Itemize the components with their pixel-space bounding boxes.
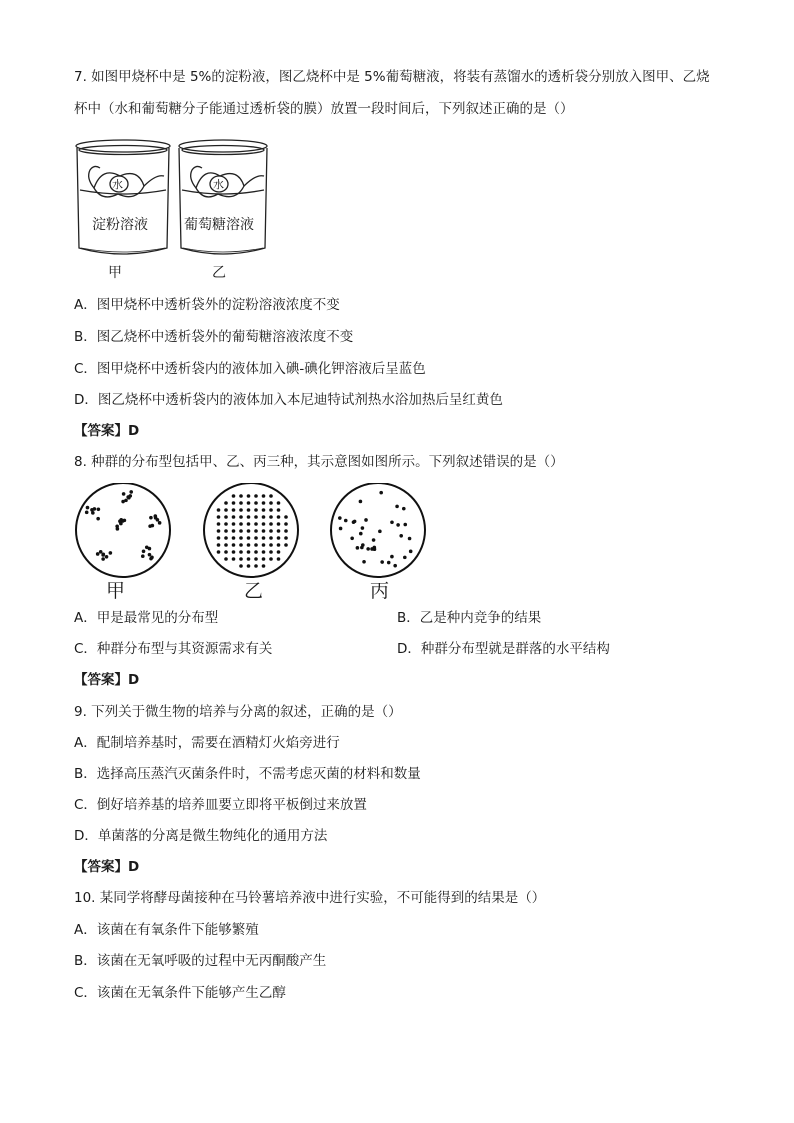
uniform-dot [254, 515, 258, 519]
uniform-dot [269, 522, 273, 526]
uniform-dot [232, 494, 236, 498]
random-dot [339, 527, 343, 531]
uniform-dot [239, 508, 243, 512]
uniform-dot [269, 501, 273, 505]
clumped-dot [91, 511, 95, 515]
random-dot [409, 550, 413, 554]
uniform-dot [247, 529, 251, 533]
q9-option-b: B．选择高压蒸汽灭菌条件时，不需考虑灭菌的材料和数量 [74, 766, 421, 782]
clumped-dot [148, 553, 152, 557]
clumped-dot [129, 490, 133, 494]
uniform-dot [269, 543, 273, 547]
uniform-dot [239, 501, 243, 505]
q7-left-solution-label: 淀粉溶液 [92, 217, 148, 233]
uniform-dot [277, 529, 281, 533]
uniform-dot [254, 564, 258, 568]
clumped-dot [151, 524, 155, 528]
clumped-dot [128, 494, 132, 498]
clumped-dot [154, 514, 158, 518]
q8-option-a: A．甲是最常见的分布型 [74, 610, 219, 626]
clumped-dot [118, 519, 122, 523]
q7-answer-value: D [128, 423, 140, 439]
uniform-dot [247, 508, 251, 512]
uniform-dot [232, 536, 236, 540]
uniform-dot [269, 557, 273, 561]
q7-right-bag-label: 水 [213, 178, 224, 191]
uniform-dot [284, 543, 288, 547]
uniform-dot [262, 550, 266, 554]
uniform-dot [254, 536, 258, 540]
uniform-dot [232, 508, 236, 512]
uniform-dot [247, 522, 251, 526]
uniform-dot [277, 508, 281, 512]
random-dot [380, 560, 384, 564]
q10-stem: 10. 某同学将酵母菌接种在马铃薯培养液中进行实验，不可能得到的结果是（） [74, 890, 546, 906]
q8-caption-jia: 甲 [106, 580, 126, 602]
uniform-dot [262, 508, 266, 512]
random-dot [402, 507, 406, 511]
uniform-dot [239, 550, 243, 554]
q7-figure [72, 138, 272, 262]
random-dot [403, 556, 407, 560]
q7-option-d: D．图乙烧杯中透析袋内的液体加入本尼迪特试剂热水浴加热后呈红黄色 [74, 392, 503, 408]
uniform-dot [217, 550, 221, 554]
uniform-dot [247, 564, 251, 568]
uniform-dot [224, 557, 228, 561]
random-dot [366, 547, 370, 551]
uniform-dot [277, 557, 281, 561]
uniform-dot [232, 522, 236, 526]
clumped-dot [124, 499, 128, 503]
uniform-dot [247, 543, 251, 547]
uniform-dot [262, 557, 266, 561]
uniform-dot [239, 536, 243, 540]
random-dot [356, 546, 360, 550]
random-dot [378, 530, 382, 534]
clumped-dot [93, 507, 97, 511]
uniform-dot [247, 515, 251, 519]
random-dot [373, 546, 377, 550]
uniform-dot [269, 550, 273, 554]
q7-left-bag-label: 水 [112, 178, 123, 191]
q10-option-b: B．该菌在无氧呼吸的过程中无丙酮酸产生 [74, 953, 327, 969]
uniform-dot [262, 494, 266, 498]
uniform-dot [232, 550, 236, 554]
random-dot [359, 532, 363, 536]
uniform-dot [224, 515, 228, 519]
random-dot [361, 526, 365, 530]
uniform-dot [217, 529, 221, 533]
uniform-dot [217, 515, 221, 519]
q7-stem-line2: 杯中（水和葡萄糖分子能通过透析袋的膜）放置一段时间后，下列叙述正确的是（） [74, 101, 574, 117]
q9-answer-value: D [128, 859, 140, 875]
clumped-dot [86, 506, 90, 510]
uniform-dot [254, 522, 258, 526]
q8-option-c: C．种群分布型与其资源需求有关 [74, 641, 273, 657]
uniform-dot [232, 529, 236, 533]
beaker-left [76, 140, 170, 254]
uniform-dot [262, 536, 266, 540]
uniform-dot [254, 550, 258, 554]
random-dot [408, 537, 412, 541]
q9-answer [74, 858, 139, 876]
uniform-dot [262, 564, 266, 568]
uniform-dot [224, 536, 228, 540]
uniform-dot [269, 529, 273, 533]
random-dot [364, 518, 368, 522]
random-dot [361, 543, 365, 547]
uniform-dot [254, 501, 258, 505]
clumped-dot [150, 556, 154, 560]
uniform-dot [254, 529, 258, 533]
clumped-dot [96, 517, 100, 521]
clumped-dot [156, 518, 160, 522]
q8-caption-yi: 乙 [244, 580, 264, 602]
random-dot [359, 500, 363, 504]
uniform-dot [224, 508, 228, 512]
clumped-dot [145, 545, 149, 549]
clumped-dot [158, 521, 162, 525]
uniform-dot [247, 557, 251, 561]
q7-right-caption: 乙 [212, 265, 226, 281]
q9-option-a: A．配制培养基时，需要在酒精灯火焰旁进行 [74, 735, 340, 751]
uniform-dot [254, 543, 258, 547]
clumped-dot [115, 524, 119, 528]
q7-left-caption: 甲 [108, 265, 122, 281]
uniform-dot [247, 536, 251, 540]
uniform-dot [277, 550, 281, 554]
uniform-dot [232, 515, 236, 519]
q7-option-b: B．图乙烧杯中透析袋外的葡萄糖溶液浓度不变 [74, 329, 354, 345]
random-dot [372, 538, 376, 542]
clumped-dot [99, 550, 103, 554]
clumped-dot [85, 511, 89, 515]
uniform-dot [262, 501, 266, 505]
q8-option-d: D．种群分布型就是群落的水平结构 [397, 641, 610, 657]
uniform-dot [269, 508, 273, 512]
q8-answer [74, 671, 139, 689]
uniform-dot [224, 543, 228, 547]
uniform-dot [239, 529, 243, 533]
q8-answer-label: 【答案】 [74, 672, 128, 688]
uniform-dot [284, 529, 288, 533]
uniform-dot [254, 557, 258, 561]
uniform-dot [239, 522, 243, 526]
uniform-dot [232, 543, 236, 547]
random-dot [403, 523, 407, 527]
q7-right-solution-label: 葡萄糖溶液 [184, 217, 254, 233]
uniform-dot [224, 550, 228, 554]
uniform-dot [277, 501, 281, 505]
uniform-dot [254, 494, 258, 498]
uniform-dot [224, 501, 228, 505]
uniform-dot [269, 536, 273, 540]
uniform-dot [277, 536, 281, 540]
random-dot [350, 537, 354, 541]
uniform-dot [224, 522, 228, 526]
uniform-dot [247, 494, 251, 498]
uniform-dot [277, 515, 281, 519]
q9-answer-label: 【答案】 [74, 859, 128, 875]
q7-stem-line1: 7. 如图甲烧杯中是 5%的淀粉液，图乙烧杯中是 5%葡萄糖液，将装有蒸馏水的透析袋分别放入图甲、乙烧 [74, 69, 710, 85]
uniform-dot [247, 550, 251, 554]
q8-answer-value: D [128, 672, 140, 688]
uniform-dot [262, 529, 266, 533]
uniform-dot [239, 494, 243, 498]
uniform-dot [239, 564, 243, 568]
q10-option-a: A．该菌在有氧条件下能够繁殖 [74, 922, 259, 938]
q10-option-c: C．该菌在无氧条件下能够产生乙醇 [74, 985, 286, 1001]
q8-caption-bing: 丙 [370, 580, 390, 602]
q9-option-c: C．倒好培养基的培养皿要立即将平板倒过来放置 [74, 797, 367, 813]
random-dot [362, 560, 366, 564]
q8-option-b: B．乙是种内竞争的结果 [397, 610, 542, 626]
random-dot [344, 519, 348, 523]
random-dot [396, 523, 400, 527]
uniform-dot [284, 536, 288, 540]
q8-figure [74, 483, 434, 579]
q9-option-d: D．单菌落的分离是微生物纯化的通用方法 [74, 828, 328, 844]
q7-answer-label: 【答案】 [74, 423, 128, 439]
uniform-dot [262, 543, 266, 547]
random-dot [390, 520, 394, 524]
random-dot [353, 520, 357, 524]
clumped-dot [122, 492, 126, 496]
clumped-dot [105, 555, 109, 559]
clumped-dot [96, 552, 100, 556]
uniform-dot [262, 522, 266, 526]
uniform-dot [217, 536, 221, 540]
uniform-dot [284, 515, 288, 519]
random-dot [387, 561, 391, 565]
q7-option-c: C．图甲烧杯中透析袋内的液体加入碘-碘化钾溶液后呈蓝色 [74, 361, 426, 377]
q7-answer [74, 422, 139, 440]
clumped-dot [101, 557, 105, 561]
clumped-dot [142, 549, 146, 553]
random-dot [390, 555, 394, 559]
clumped-dot [97, 507, 101, 511]
beaker-right [179, 140, 267, 254]
uniform-dot [262, 515, 266, 519]
uniform-dot [277, 543, 281, 547]
random-dot [338, 516, 342, 520]
uniform-dot [269, 515, 273, 519]
q9-stem: 9. 下列关于微生物的培养与分离的叙述，正确的是（） [74, 704, 402, 720]
uniform-dot [239, 543, 243, 547]
clumped-dot [149, 516, 153, 520]
clumped-dot [109, 551, 113, 555]
clumped-dot [141, 554, 145, 558]
uniform-dot [224, 529, 228, 533]
uniform-dot [284, 522, 288, 526]
uniform-dot [217, 522, 221, 526]
uniform-dot [232, 501, 236, 505]
q7-option-a: A．图甲烧杯中透析袋外的淀粉溶液浓度不变 [74, 297, 340, 313]
uniform-dot [247, 501, 251, 505]
random-dot [379, 491, 383, 495]
uniform-dot [277, 522, 281, 526]
random-dot [393, 564, 397, 568]
uniform-dot [217, 543, 221, 547]
uniform-dot [239, 515, 243, 519]
uniform-dot [232, 557, 236, 561]
random-dot [395, 505, 399, 509]
uniform-dot [254, 508, 258, 512]
q8-stem: 8. 种群的分布型包括甲、乙、丙三种，其示意图如图所示。下列叙述错误的是（） [74, 454, 564, 470]
random-dot [399, 534, 403, 538]
uniform-dot [217, 508, 221, 512]
uniform-dot [239, 557, 243, 561]
uniform-dot [269, 494, 273, 498]
